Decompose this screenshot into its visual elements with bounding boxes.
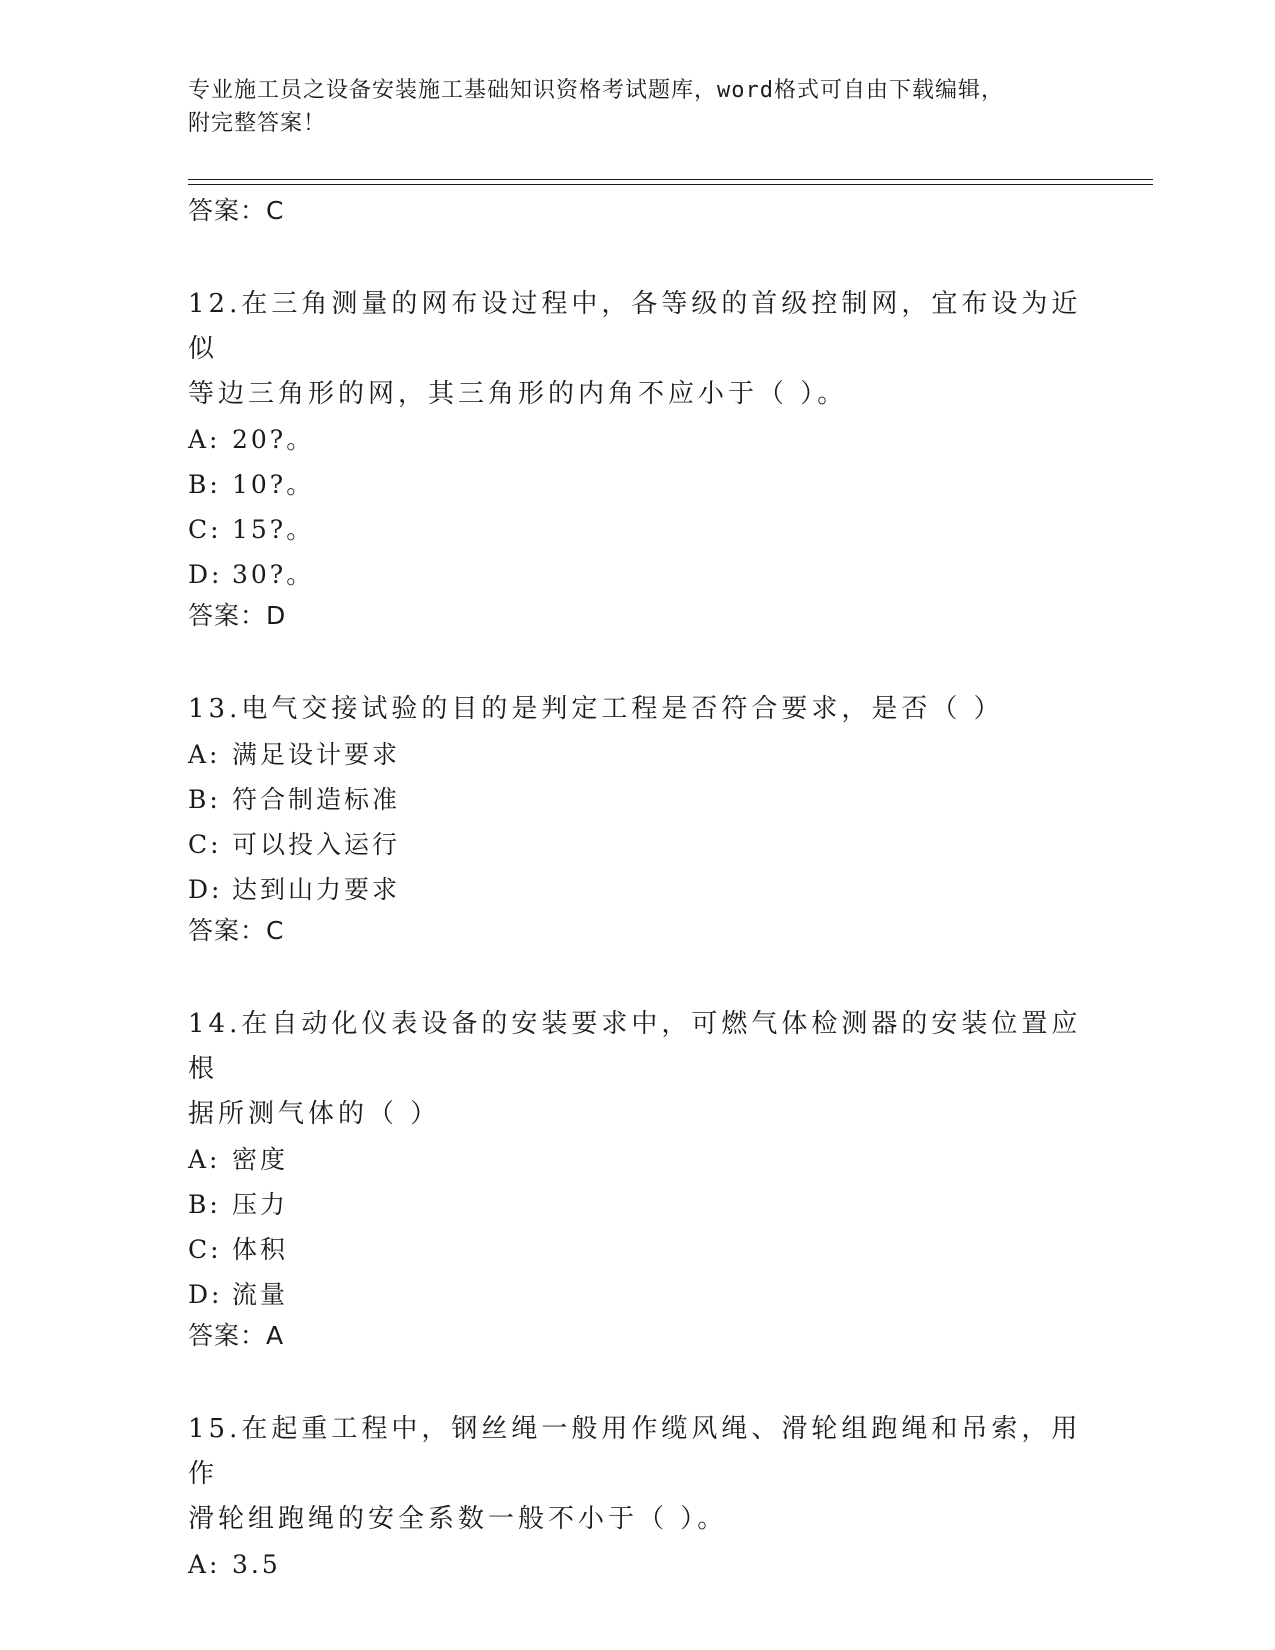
spacer (188, 230, 1088, 282)
option-a (188, 1137, 1088, 1182)
option-text: 压力 (232, 1190, 289, 1219)
option-d (188, 1272, 1088, 1317)
question-stem-line: 据所测气体的（ ） (188, 1099, 441, 1129)
option-text: 15?。 (232, 515, 315, 544)
answer-line: 答案：D (188, 601, 287, 630)
question-stem-line: 等边三角形的网，其三角形的内角不应小于（ ）。 (188, 379, 848, 409)
option-label: A: (188, 1550, 221, 1579)
answer-line: 答案：C (188, 196, 285, 225)
question-block-13 (188, 687, 1088, 950)
spacer (188, 1355, 1088, 1407)
option-a (188, 732, 1088, 777)
spacer (188, 950, 1088, 1002)
question-stem (188, 687, 1088, 732)
question-block-14 (188, 1002, 1088, 1355)
option-text: 可以投入运行 (232, 830, 401, 859)
option-label: B: (188, 1190, 221, 1219)
answer-line: 答案：C (188, 916, 285, 945)
header-line-2: 附完整答案！ (188, 111, 327, 136)
option-label: C: (188, 1235, 222, 1264)
option-label: A: (188, 425, 221, 454)
question-list (188, 192, 1088, 1587)
option-text: 30?。 (232, 560, 315, 589)
question-stem (188, 1002, 1088, 1137)
option-label: C: (188, 830, 222, 859)
option-text: 10?。 (232, 470, 315, 499)
option-c (188, 507, 1088, 552)
option-a (188, 1542, 1088, 1587)
option-text: 3.5 (232, 1550, 281, 1579)
option-label: D: (188, 875, 223, 904)
option-b (188, 462, 1088, 507)
spacer (188, 635, 1088, 687)
option-d (188, 552, 1088, 597)
header-divider-bottom (188, 184, 1153, 185)
question-block-12 (188, 282, 1088, 635)
question-stem-line: 14.在自动化仪表设备的安装要求中，可燃气体检测器的安装位置应根 (188, 1009, 1082, 1084)
question-stem (188, 282, 1088, 417)
option-d (188, 867, 1088, 912)
question-stem-line: 15.在起重工程中，钢丝绳一般用作缆风绳、滑轮组跑绳和吊索，用作 (188, 1414, 1082, 1489)
question-stem-line: 滑轮组跑绳的安全系数一般不小于（ ）。 (188, 1504, 728, 1534)
option-text: 流量 (232, 1280, 289, 1309)
option-text: 达到山力要求 (232, 875, 401, 904)
option-b (188, 1182, 1088, 1227)
option-c (188, 822, 1088, 867)
option-label: A: (188, 740, 221, 769)
option-text: 符合制造标准 (232, 785, 401, 814)
option-label: C: (188, 515, 222, 544)
option-text: 密度 (232, 1145, 289, 1174)
option-b (188, 777, 1088, 822)
option-label: D: (188, 1280, 223, 1309)
option-text: 满足设计要求 (232, 740, 401, 769)
question-stem-line: 12.在三角测量的网布设过程中，各等级的首级控制网，宜布设为近似 (188, 289, 1082, 364)
option-label: B: (188, 785, 221, 814)
option-text: 20?。 (232, 425, 315, 454)
option-a (188, 417, 1088, 462)
question-block-15 (188, 1407, 1088, 1587)
page-header (188, 74, 1088, 140)
option-c (188, 1227, 1088, 1272)
option-text: 体积 (232, 1235, 289, 1264)
question-stem-line: 13.电气交接试验的目的是判定工程是否符合要求，是否（ ） (188, 694, 1004, 724)
header-line-1: 专业施工员之设备安装施工基础知识资格考试题库，word格式可自由下载编辑， (188, 78, 1004, 103)
option-label: B: (188, 470, 221, 499)
question-stem (188, 1407, 1088, 1542)
header-divider-top (188, 179, 1153, 180)
option-label: A: (188, 1145, 221, 1174)
option-label: D: (188, 560, 223, 589)
answer-line: 答案：A (188, 1321, 285, 1350)
